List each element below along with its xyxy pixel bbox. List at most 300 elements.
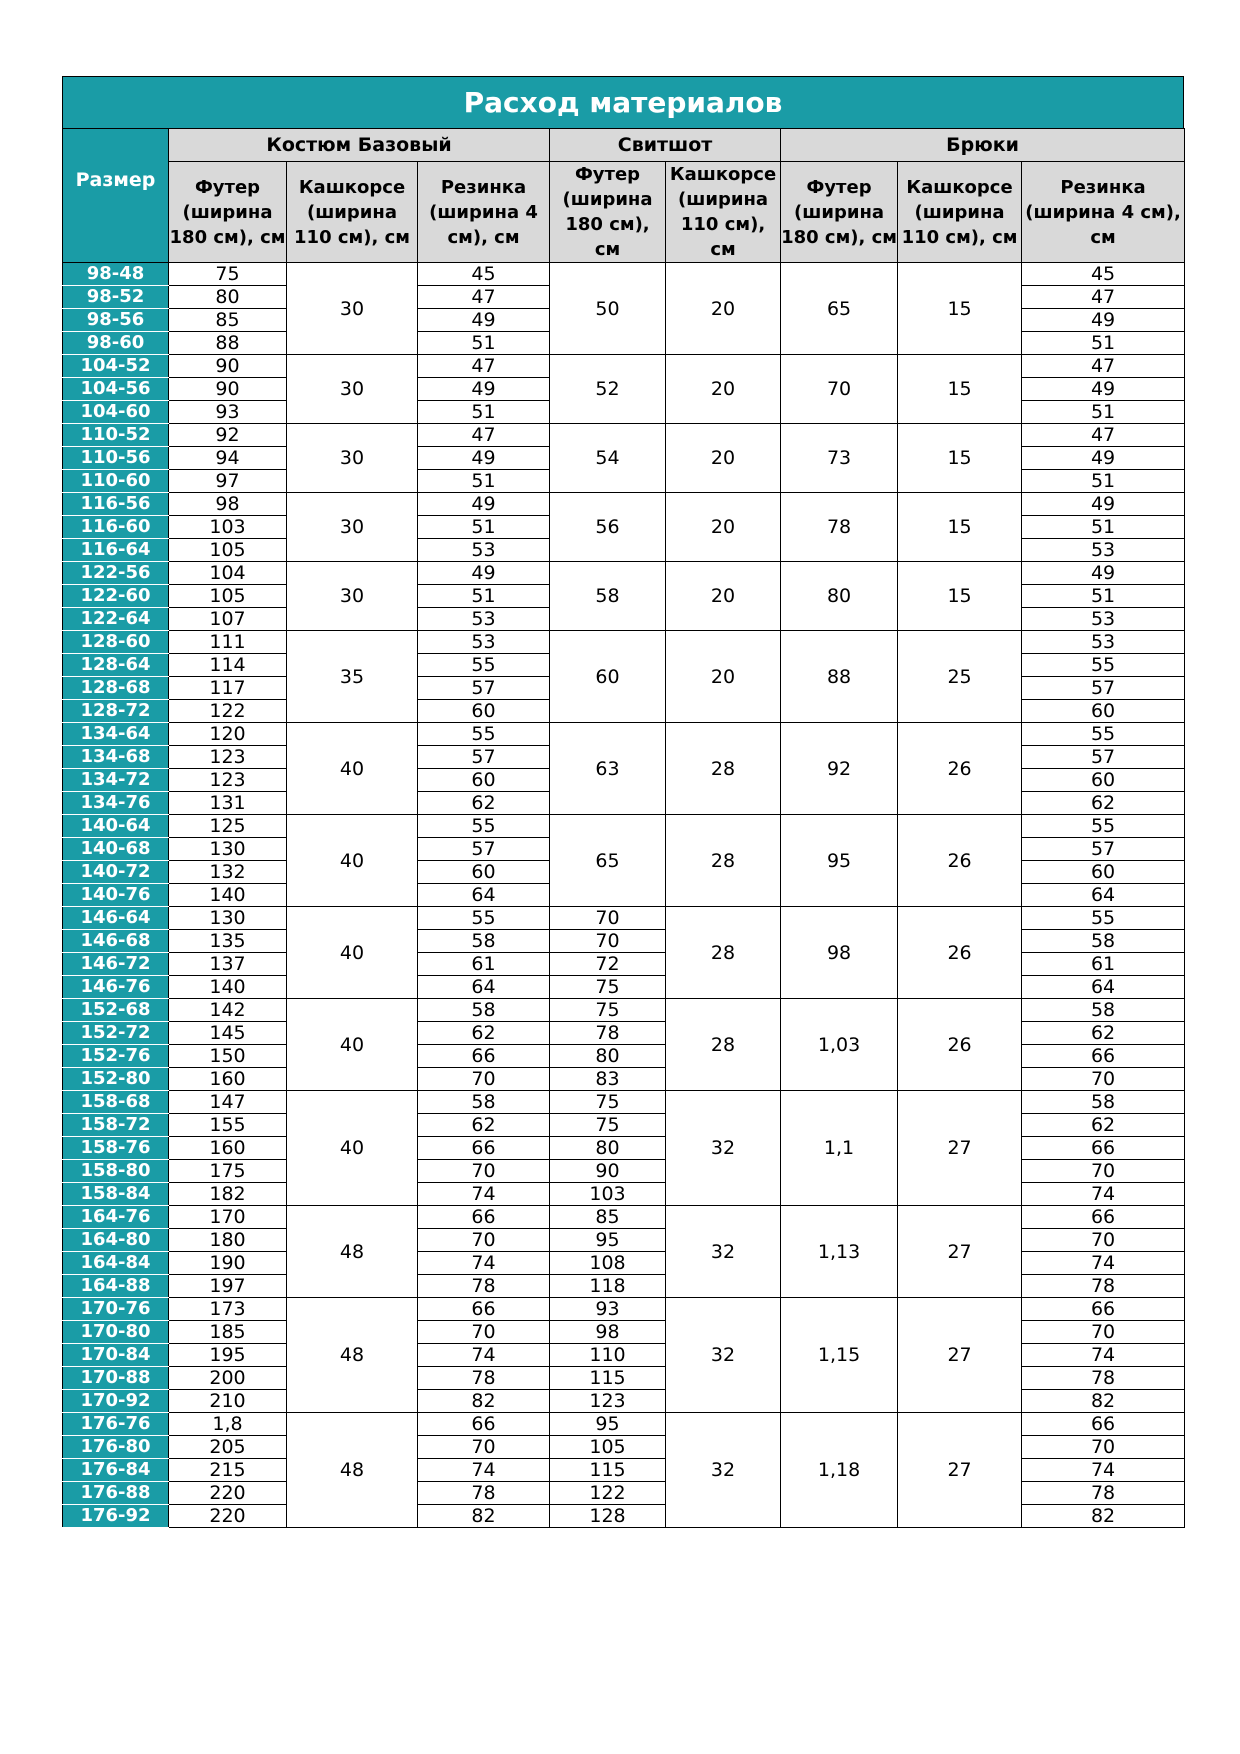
table-row bbox=[63, 723, 1185, 746]
sweatshirt-futer-cell: 78 bbox=[550, 1022, 666, 1045]
suit-rezinka-cell: 78 bbox=[418, 1482, 550, 1505]
suit-futer-cell: 103 bbox=[169, 516, 287, 539]
size-cell: 110-60 bbox=[63, 470, 169, 493]
materials-table bbox=[62, 128, 1185, 1528]
size-cell: 152-68 bbox=[63, 999, 169, 1022]
suit-rezinka-cell: 78 bbox=[418, 1367, 550, 1390]
header-sweatshirt-futer: Футер (ширина 180 см), см bbox=[550, 162, 666, 263]
suit-futer-cell: 80 bbox=[169, 286, 287, 309]
trousers-rezinka-cell: 49 bbox=[1022, 562, 1185, 585]
suit-futer-cell: 195 bbox=[169, 1344, 287, 1367]
suit-futer-cell: 122 bbox=[169, 700, 287, 723]
table-row bbox=[63, 1206, 1185, 1229]
suit-rezinka-cell: 49 bbox=[418, 493, 550, 516]
suit-rezinka-cell: 74 bbox=[418, 1183, 550, 1206]
trousers-rezinka-cell: 61 bbox=[1022, 953, 1185, 976]
suit-futer-cell: 92 bbox=[169, 424, 287, 447]
suit-rezinka-cell: 70 bbox=[418, 1321, 550, 1344]
suit-rezinka-cell: 49 bbox=[418, 378, 550, 401]
suit-rezinka-cell: 58 bbox=[418, 999, 550, 1022]
sweatshirt-futer-cell: 75 bbox=[550, 1091, 666, 1114]
size-cell: 104-52 bbox=[63, 355, 169, 378]
trousers-futer-cell: 88 bbox=[781, 631, 898, 723]
size-cell: 116-60 bbox=[63, 516, 169, 539]
materials-sheet bbox=[62, 76, 1184, 1528]
sweatshirt-kashkorse-cell: 20 bbox=[666, 493, 781, 562]
trousers-futer-cell: 95 bbox=[781, 815, 898, 907]
suit-futer-cell: 215 bbox=[169, 1459, 287, 1482]
suit-rezinka-cell: 45 bbox=[418, 263, 550, 286]
trousers-rezinka-cell: 62 bbox=[1022, 1022, 1185, 1045]
size-cell: 146-76 bbox=[63, 976, 169, 999]
trousers-kashkorse-cell: 27 bbox=[898, 1091, 1022, 1206]
size-cell: 128-72 bbox=[63, 700, 169, 723]
sweatshirt-futer-cell: 105 bbox=[550, 1436, 666, 1459]
trousers-rezinka-cell: 60 bbox=[1022, 700, 1185, 723]
size-cell: 140-68 bbox=[63, 838, 169, 861]
trousers-futer-cell: 73 bbox=[781, 424, 898, 493]
suit-rezinka-cell: 58 bbox=[418, 930, 550, 953]
trousers-kashkorse-cell: 26 bbox=[898, 723, 1022, 815]
header-trousers-kashkorse: Кашкорсе (ширина 110 см), см bbox=[898, 162, 1022, 263]
sweatshirt-futer-cell: 65 bbox=[550, 815, 666, 907]
sweatshirt-futer-cell: 128 bbox=[550, 1505, 666, 1528]
sweatshirt-futer-cell: 58 bbox=[550, 562, 666, 631]
size-cell: 98-52 bbox=[63, 286, 169, 309]
table-row bbox=[63, 1091, 1185, 1114]
trousers-kashkorse-cell: 27 bbox=[898, 1206, 1022, 1298]
size-cell: 128-60 bbox=[63, 631, 169, 654]
suit-futer-cell: 114 bbox=[169, 654, 287, 677]
sweatshirt-futer-cell: 85 bbox=[550, 1206, 666, 1229]
suit-kashkorse-cell: 30 bbox=[287, 562, 418, 631]
trousers-rezinka-cell: 70 bbox=[1022, 1229, 1185, 1252]
suit-futer-cell: 210 bbox=[169, 1390, 287, 1413]
table-row bbox=[63, 562, 1185, 585]
size-cell: 146-72 bbox=[63, 953, 169, 976]
trousers-rezinka-cell: 78 bbox=[1022, 1367, 1185, 1390]
header-group-sweatshirt: Свитшот bbox=[550, 129, 781, 162]
table-row bbox=[63, 1413, 1185, 1436]
sweatshirt-kashkorse-cell: 20 bbox=[666, 424, 781, 493]
trousers-kashkorse-cell: 25 bbox=[898, 631, 1022, 723]
suit-rezinka-cell: 57 bbox=[418, 677, 550, 700]
trousers-rezinka-cell: 57 bbox=[1022, 838, 1185, 861]
trousers-rezinka-cell: 70 bbox=[1022, 1160, 1185, 1183]
header-trousers-rezinka: Резинка (ширина 4 см), см bbox=[1022, 162, 1185, 263]
table-row bbox=[63, 1298, 1185, 1321]
trousers-rezinka-cell: 58 bbox=[1022, 1091, 1185, 1114]
header-group-suit: Костюм Базовый bbox=[169, 129, 550, 162]
suit-futer-cell: 94 bbox=[169, 447, 287, 470]
suit-rezinka-cell: 70 bbox=[418, 1436, 550, 1459]
trousers-futer-cell: 80 bbox=[781, 562, 898, 631]
suit-rezinka-cell: 60 bbox=[418, 769, 550, 792]
suit-rezinka-cell: 49 bbox=[418, 562, 550, 585]
suit-rezinka-cell: 62 bbox=[418, 1114, 550, 1137]
suit-rezinka-cell: 53 bbox=[418, 539, 550, 562]
size-cell: 164-84 bbox=[63, 1252, 169, 1275]
suit-futer-cell: 131 bbox=[169, 792, 287, 815]
trousers-rezinka-cell: 47 bbox=[1022, 424, 1185, 447]
trousers-rezinka-cell: 70 bbox=[1022, 1436, 1185, 1459]
suit-rezinka-cell: 55 bbox=[418, 654, 550, 677]
suit-rezinka-cell: 57 bbox=[418, 838, 550, 861]
size-cell: 170-84 bbox=[63, 1344, 169, 1367]
suit-futer-cell: 190 bbox=[169, 1252, 287, 1275]
suit-futer-cell: 85 bbox=[169, 309, 287, 332]
sweatshirt-futer-cell: 56 bbox=[550, 493, 666, 562]
trousers-rezinka-cell: 66 bbox=[1022, 1413, 1185, 1436]
suit-kashkorse-cell: 40 bbox=[287, 815, 418, 907]
suit-rezinka-cell: 55 bbox=[418, 907, 550, 930]
sweatshirt-kashkorse-cell: 20 bbox=[666, 263, 781, 355]
trousers-rezinka-cell: 78 bbox=[1022, 1275, 1185, 1298]
suit-rezinka-cell: 51 bbox=[418, 401, 550, 424]
trousers-rezinka-cell: 74 bbox=[1022, 1344, 1185, 1367]
table-row bbox=[63, 631, 1185, 654]
suit-kashkorse-cell: 48 bbox=[287, 1413, 418, 1528]
suit-futer-cell: 185 bbox=[169, 1321, 287, 1344]
size-cell: 176-80 bbox=[63, 1436, 169, 1459]
suit-futer-cell: 197 bbox=[169, 1275, 287, 1298]
suit-rezinka-cell: 47 bbox=[418, 424, 550, 447]
suit-rezinka-cell: 53 bbox=[418, 608, 550, 631]
suit-futer-cell: 90 bbox=[169, 355, 287, 378]
suit-rezinka-cell: 62 bbox=[418, 1022, 550, 1045]
size-cell: 152-76 bbox=[63, 1045, 169, 1068]
suit-rezinka-cell: 51 bbox=[418, 585, 550, 608]
size-cell: 176-76 bbox=[63, 1413, 169, 1436]
suit-rezinka-cell: 60 bbox=[418, 861, 550, 884]
trousers-rezinka-cell: 78 bbox=[1022, 1482, 1185, 1505]
sweatshirt-futer-cell: 52 bbox=[550, 355, 666, 424]
suit-kashkorse-cell: 48 bbox=[287, 1298, 418, 1413]
trousers-futer-cell: 65 bbox=[781, 263, 898, 355]
suit-futer-cell: 93 bbox=[169, 401, 287, 424]
trousers-rezinka-cell: 66 bbox=[1022, 1137, 1185, 1160]
trousers-rezinka-cell: 53 bbox=[1022, 608, 1185, 631]
sweatshirt-futer-cell: 63 bbox=[550, 723, 666, 815]
suit-futer-cell: 175 bbox=[169, 1160, 287, 1183]
sweatshirt-kashkorse-cell: 28 bbox=[666, 907, 781, 999]
size-cell: 116-64 bbox=[63, 539, 169, 562]
sweatshirt-futer-cell: 75 bbox=[550, 999, 666, 1022]
suit-futer-cell: 120 bbox=[169, 723, 287, 746]
suit-futer-cell: 123 bbox=[169, 769, 287, 792]
suit-rezinka-cell: 82 bbox=[418, 1505, 550, 1528]
suit-futer-cell: 1,8 bbox=[169, 1413, 287, 1436]
suit-rezinka-cell: 51 bbox=[418, 470, 550, 493]
sweatshirt-futer-cell: 115 bbox=[550, 1367, 666, 1390]
trousers-futer-cell: 1,1 bbox=[781, 1091, 898, 1206]
trousers-rezinka-cell: 66 bbox=[1022, 1206, 1185, 1229]
trousers-futer-cell: 70 bbox=[781, 355, 898, 424]
trousers-kashkorse-cell: 15 bbox=[898, 562, 1022, 631]
suit-futer-cell: 135 bbox=[169, 930, 287, 953]
suit-rezinka-cell: 51 bbox=[418, 332, 550, 355]
trousers-rezinka-cell: 70 bbox=[1022, 1321, 1185, 1344]
suit-futer-cell: 200 bbox=[169, 1367, 287, 1390]
suit-rezinka-cell: 55 bbox=[418, 815, 550, 838]
size-cell: 140-64 bbox=[63, 815, 169, 838]
suit-rezinka-cell: 66 bbox=[418, 1045, 550, 1068]
suit-rezinka-cell: 70 bbox=[418, 1068, 550, 1091]
trousers-rezinka-cell: 49 bbox=[1022, 309, 1185, 332]
size-cell: 176-88 bbox=[63, 1482, 169, 1505]
sweatshirt-kashkorse-cell: 20 bbox=[666, 562, 781, 631]
suit-rezinka-cell: 60 bbox=[418, 700, 550, 723]
header-trousers-futer: Футер (ширина 180 см), см bbox=[781, 162, 898, 263]
size-cell: 122-64 bbox=[63, 608, 169, 631]
trousers-kashkorse-cell: 27 bbox=[898, 1298, 1022, 1413]
trousers-rezinka-cell: 49 bbox=[1022, 447, 1185, 470]
size-cell: 158-68 bbox=[63, 1091, 169, 1114]
size-cell: 158-76 bbox=[63, 1137, 169, 1160]
sweatshirt-kashkorse-cell: 28 bbox=[666, 815, 781, 907]
trousers-rezinka-cell: 47 bbox=[1022, 355, 1185, 378]
suit-futer-cell: 90 bbox=[169, 378, 287, 401]
trousers-rezinka-cell: 51 bbox=[1022, 516, 1185, 539]
trousers-rezinka-cell: 70 bbox=[1022, 1068, 1185, 1091]
size-cell: 176-92 bbox=[63, 1505, 169, 1528]
suit-futer-cell: 123 bbox=[169, 746, 287, 769]
suit-futer-cell: 75 bbox=[169, 263, 287, 286]
trousers-futer-cell: 98 bbox=[781, 907, 898, 999]
trousers-rezinka-cell: 66 bbox=[1022, 1298, 1185, 1321]
trousers-rezinka-cell: 64 bbox=[1022, 976, 1185, 999]
sweatshirt-kashkorse-cell: 20 bbox=[666, 631, 781, 723]
trousers-rezinka-cell: 53 bbox=[1022, 631, 1185, 654]
size-cell: 170-88 bbox=[63, 1367, 169, 1390]
sweatshirt-kashkorse-cell: 32 bbox=[666, 1298, 781, 1413]
trousers-rezinka-cell: 55 bbox=[1022, 815, 1185, 838]
suit-futer-cell: 220 bbox=[169, 1482, 287, 1505]
sweatshirt-futer-cell: 115 bbox=[550, 1459, 666, 1482]
trousers-rezinka-cell: 57 bbox=[1022, 746, 1185, 769]
trousers-rezinka-cell: 62 bbox=[1022, 1114, 1185, 1137]
suit-rezinka-cell: 74 bbox=[418, 1252, 550, 1275]
size-cell: 158-80 bbox=[63, 1160, 169, 1183]
suit-rezinka-cell: 66 bbox=[418, 1298, 550, 1321]
trousers-rezinka-cell: 51 bbox=[1022, 332, 1185, 355]
sweatshirt-futer-cell: 118 bbox=[550, 1275, 666, 1298]
suit-futer-cell: 137 bbox=[169, 953, 287, 976]
suit-kashkorse-cell: 40 bbox=[287, 723, 418, 815]
trousers-futer-cell: 1,13 bbox=[781, 1206, 898, 1298]
suit-futer-cell: 107 bbox=[169, 608, 287, 631]
page-title: Расход материалов bbox=[62, 76, 1184, 128]
size-cell: 134-72 bbox=[63, 769, 169, 792]
trousers-futer-cell: 1,03 bbox=[781, 999, 898, 1091]
suit-kashkorse-cell: 30 bbox=[287, 424, 418, 493]
trousers-futer-cell: 1,15 bbox=[781, 1298, 898, 1413]
sweatshirt-futer-cell: 80 bbox=[550, 1137, 666, 1160]
sweatshirt-futer-cell: 103 bbox=[550, 1183, 666, 1206]
size-cell: 98-48 bbox=[63, 263, 169, 286]
size-cell: 164-88 bbox=[63, 1275, 169, 1298]
size-cell: 98-56 bbox=[63, 309, 169, 332]
trousers-rezinka-cell: 57 bbox=[1022, 677, 1185, 700]
suit-rezinka-cell: 49 bbox=[418, 309, 550, 332]
size-cell: 104-56 bbox=[63, 378, 169, 401]
size-cell: 158-84 bbox=[63, 1183, 169, 1206]
suit-futer-cell: 180 bbox=[169, 1229, 287, 1252]
trousers-rezinka-cell: 53 bbox=[1022, 539, 1185, 562]
sweatshirt-kashkorse-cell: 32 bbox=[666, 1206, 781, 1298]
sweatshirt-kashkorse-cell: 28 bbox=[666, 723, 781, 815]
trousers-rezinka-cell: 74 bbox=[1022, 1183, 1185, 1206]
size-cell: 134-68 bbox=[63, 746, 169, 769]
sweatshirt-futer-cell: 60 bbox=[550, 631, 666, 723]
suit-futer-cell: 150 bbox=[169, 1045, 287, 1068]
trousers-rezinka-cell: 62 bbox=[1022, 792, 1185, 815]
suit-rezinka-cell: 55 bbox=[418, 723, 550, 746]
header-size: Размер bbox=[63, 129, 169, 263]
trousers-rezinka-cell: 51 bbox=[1022, 470, 1185, 493]
suit-rezinka-cell: 78 bbox=[418, 1275, 550, 1298]
trousers-rezinka-cell: 60 bbox=[1022, 861, 1185, 884]
suit-futer-cell: 147 bbox=[169, 1091, 287, 1114]
suit-rezinka-cell: 70 bbox=[418, 1229, 550, 1252]
trousers-rezinka-cell: 55 bbox=[1022, 723, 1185, 746]
trousers-rezinka-cell: 49 bbox=[1022, 493, 1185, 516]
sweatshirt-futer-cell: 98 bbox=[550, 1321, 666, 1344]
header-group-trousers: Брюки bbox=[781, 129, 1185, 162]
suit-futer-cell: 125 bbox=[169, 815, 287, 838]
trousers-rezinka-cell: 82 bbox=[1022, 1505, 1185, 1528]
size-cell: 122-56 bbox=[63, 562, 169, 585]
sweatshirt-futer-cell: 70 bbox=[550, 907, 666, 930]
header-suit-rezinka: Резинка (ширина 4 см), см bbox=[418, 162, 550, 263]
size-cell: 170-92 bbox=[63, 1390, 169, 1413]
table-row bbox=[63, 355, 1185, 378]
suit-futer-cell: 105 bbox=[169, 585, 287, 608]
size-cell: 104-60 bbox=[63, 401, 169, 424]
suit-futer-cell: 104 bbox=[169, 562, 287, 585]
trousers-rezinka-cell: 51 bbox=[1022, 401, 1185, 424]
sweatshirt-futer-cell: 80 bbox=[550, 1045, 666, 1068]
sweatshirt-futer-cell: 90 bbox=[550, 1160, 666, 1183]
header-suit-kashkorse: Кашкорсе (ширина 110 см), см bbox=[287, 162, 418, 263]
trousers-rezinka-cell: 47 bbox=[1022, 286, 1185, 309]
sweatshirt-futer-cell: 93 bbox=[550, 1298, 666, 1321]
sweatshirt-futer-cell: 110 bbox=[550, 1344, 666, 1367]
sweatshirt-kashkorse-cell: 32 bbox=[666, 1091, 781, 1206]
suit-futer-cell: 140 bbox=[169, 976, 287, 999]
size-cell: 134-64 bbox=[63, 723, 169, 746]
trousers-rezinka-cell: 64 bbox=[1022, 884, 1185, 907]
header-suit-futer: Футер (ширина 180 см), см bbox=[169, 162, 287, 263]
trousers-rezinka-cell: 66 bbox=[1022, 1045, 1185, 1068]
suit-futer-cell: 111 bbox=[169, 631, 287, 654]
size-cell: 110-52 bbox=[63, 424, 169, 447]
size-cell: 98-60 bbox=[63, 332, 169, 355]
trousers-kashkorse-cell: 15 bbox=[898, 263, 1022, 355]
suit-rezinka-cell: 51 bbox=[418, 516, 550, 539]
sweatshirt-futer-cell: 70 bbox=[550, 930, 666, 953]
suit-rezinka-cell: 57 bbox=[418, 746, 550, 769]
suit-futer-cell: 140 bbox=[169, 884, 287, 907]
suit-futer-cell: 105 bbox=[169, 539, 287, 562]
trousers-rezinka-cell: 55 bbox=[1022, 654, 1185, 677]
suit-futer-cell: 117 bbox=[169, 677, 287, 700]
suit-kashkorse-cell: 35 bbox=[287, 631, 418, 723]
suit-futer-cell: 160 bbox=[169, 1068, 287, 1091]
sweatshirt-futer-cell: 108 bbox=[550, 1252, 666, 1275]
suit-futer-cell: 182 bbox=[169, 1183, 287, 1206]
header-sweatshirt-kashkorse: Кашкорсе (ширина 110 см), см bbox=[666, 162, 781, 263]
trousers-rezinka-cell: 45 bbox=[1022, 263, 1185, 286]
sweatshirt-futer-cell: 72 bbox=[550, 953, 666, 976]
size-cell: 152-72 bbox=[63, 1022, 169, 1045]
sweatshirt-futer-cell: 83 bbox=[550, 1068, 666, 1091]
size-cell: 110-56 bbox=[63, 447, 169, 470]
suit-rezinka-cell: 66 bbox=[418, 1206, 550, 1229]
trousers-kashkorse-cell: 26 bbox=[898, 999, 1022, 1091]
trousers-rezinka-cell: 74 bbox=[1022, 1459, 1185, 1482]
suit-futer-cell: 205 bbox=[169, 1436, 287, 1459]
trousers-kashkorse-cell: 26 bbox=[898, 815, 1022, 907]
sweatshirt-futer-cell: 75 bbox=[550, 1114, 666, 1137]
trousers-rezinka-cell: 60 bbox=[1022, 769, 1185, 792]
suit-rezinka-cell: 74 bbox=[418, 1344, 550, 1367]
suit-futer-cell: 220 bbox=[169, 1505, 287, 1528]
suit-futer-cell: 130 bbox=[169, 838, 287, 861]
size-cell: 134-76 bbox=[63, 792, 169, 815]
suit-futer-cell: 170 bbox=[169, 1206, 287, 1229]
trousers-futer-cell: 1,18 bbox=[781, 1413, 898, 1528]
table-row bbox=[63, 999, 1185, 1022]
trousers-kashkorse-cell: 27 bbox=[898, 1413, 1022, 1528]
sweatshirt-kashkorse-cell: 28 bbox=[666, 999, 781, 1091]
suit-kashkorse-cell: 48 bbox=[287, 1206, 418, 1298]
size-cell: 164-80 bbox=[63, 1229, 169, 1252]
size-cell: 116-56 bbox=[63, 493, 169, 516]
suit-futer-cell: 98 bbox=[169, 493, 287, 516]
suit-kashkorse-cell: 40 bbox=[287, 907, 418, 999]
table-body bbox=[63, 263, 1185, 1528]
suit-kashkorse-cell: 40 bbox=[287, 999, 418, 1091]
sweatshirt-futer-cell: 95 bbox=[550, 1229, 666, 1252]
sweatshirt-futer-cell: 54 bbox=[550, 424, 666, 493]
size-cell: 122-60 bbox=[63, 585, 169, 608]
suit-rezinka-cell: 64 bbox=[418, 884, 550, 907]
table-row bbox=[63, 263, 1185, 286]
trousers-kashkorse-cell: 15 bbox=[898, 355, 1022, 424]
trousers-kashkorse-cell: 15 bbox=[898, 424, 1022, 493]
table-row bbox=[63, 907, 1185, 930]
trousers-futer-cell: 78 bbox=[781, 493, 898, 562]
suit-rezinka-cell: 66 bbox=[418, 1137, 550, 1160]
sweatshirt-futer-cell: 75 bbox=[550, 976, 666, 999]
suit-rezinka-cell: 61 bbox=[418, 953, 550, 976]
suit-rezinka-cell: 62 bbox=[418, 792, 550, 815]
trousers-kashkorse-cell: 26 bbox=[898, 907, 1022, 999]
suit-futer-cell: 88 bbox=[169, 332, 287, 355]
suit-rezinka-cell: 70 bbox=[418, 1160, 550, 1183]
suit-kashkorse-cell: 30 bbox=[287, 263, 418, 355]
suit-futer-cell: 97 bbox=[169, 470, 287, 493]
sweatshirt-futer-cell: 50 bbox=[550, 263, 666, 355]
size-cell: 146-68 bbox=[63, 930, 169, 953]
suit-futer-cell: 142 bbox=[169, 999, 287, 1022]
suit-rezinka-cell: 53 bbox=[418, 631, 550, 654]
suit-rezinka-cell: 64 bbox=[418, 976, 550, 999]
size-cell: 146-64 bbox=[63, 907, 169, 930]
sweatshirt-kashkorse-cell: 20 bbox=[666, 355, 781, 424]
trousers-rezinka-cell: 82 bbox=[1022, 1390, 1185, 1413]
